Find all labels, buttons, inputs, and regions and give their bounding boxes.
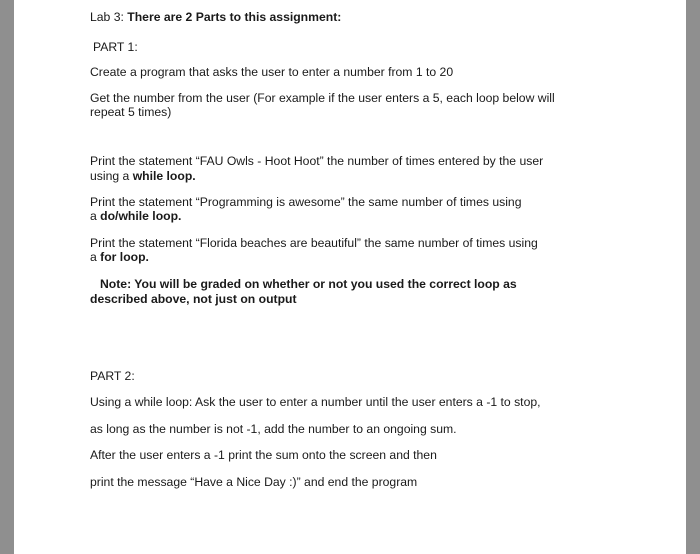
grading-note-line2: described above, not just on output <box>90 292 297 306</box>
part1-dowhile-line1: Print the statement “Programming is awesome” the same number of times using <box>90 195 522 209</box>
part1-heading: PART 1: <box>93 40 138 54</box>
part1-instruction-1: Create a program that asks the user to enter a number from 1 to 20 <box>90 65 454 79</box>
part1-instruction-2-line1: Get the number from the user (For example if the user enters a 5, each loop below will <box>90 91 555 105</box>
part1-while-line1: Print the statement “FAU Owls - Hoot Hoot” the number of times entered by the user <box>90 154 544 168</box>
part1-while-line2: using a while loop. <box>90 169 196 183</box>
part1-instruction-2-line2: repeat 5 times) <box>90 105 172 119</box>
part2-line1: Using a while loop: Ask the user to enter a number until the user enters a -1 to stop, <box>90 395 541 409</box>
part2-line4: print the message “Have a Nice Day :)” and end the program <box>90 475 418 489</box>
grading-note-line1: Note: You will be graded on whether or not you used the correct loop as <box>100 277 517 291</box>
part2-heading: PART 2: <box>90 369 135 383</box>
part2-line2: as long as the number is not -1, add the number to an ongoing sum. <box>90 422 457 436</box>
document-page <box>14 0 686 554</box>
part1-dowhile-line2: a do/while loop. <box>90 209 182 223</box>
lab-title: Lab 3: There are 2 Parts to this assignment: <box>90 10 342 24</box>
part2-line3: After the user enters a -1 print the sum onto the screen and then <box>90 448 437 462</box>
part1-for-line2: a for loop. <box>90 250 149 264</box>
part1-for-line1: Print the statement “Florida beaches are beautiful” the same number of times using <box>90 236 538 250</box>
